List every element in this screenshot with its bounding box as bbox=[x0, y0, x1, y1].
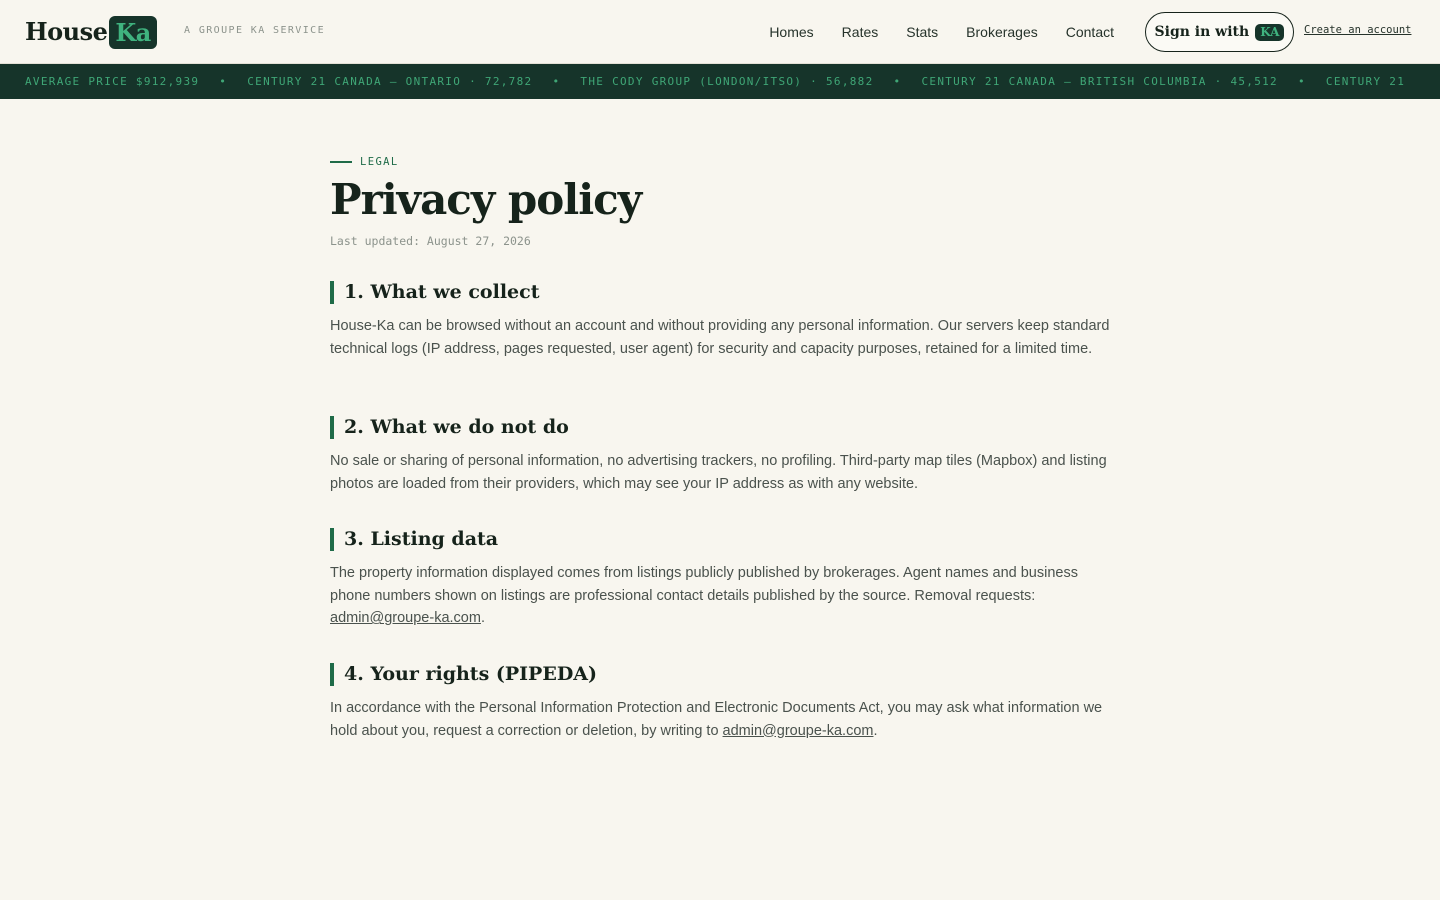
section-text: In accordance with the Personal Information Protection and Electronic Documents Act, you may ask what information we hold about you, request a correction or deletion, by writing to bbox=[330, 700, 1103, 739]
section-heading: 4. Your rights (PIPEDA) bbox=[330, 663, 1110, 686]
nav-stats[interactable]: Stats bbox=[906, 24, 939, 40]
email-link[interactable]: admin@groupe-ka.com bbox=[722, 722, 874, 739]
eyebrow-rule bbox=[330, 161, 352, 163]
main-nav bbox=[769, 0, 1114, 64]
page-title: Privacy policy bbox=[330, 175, 642, 224]
section-eyebrow bbox=[330, 156, 399, 168]
sign-in-button[interactable] bbox=[1145, 12, 1294, 52]
ticker-item: CENTURY 21 CANADA — ONTARIO · 72,782 bbox=[247, 75, 533, 88]
ticker-separator: • bbox=[552, 75, 561, 88]
create-account-link[interactable]: Create an account bbox=[1304, 24, 1412, 36]
ticker-item: CENTURY 21 bbox=[1325, 75, 1406, 88]
last-updated: Last updated: August 27, 2026 bbox=[330, 234, 531, 248]
section-what-we-do-not-do bbox=[330, 416, 1110, 495]
section-text: House-Ka can be browsed without an account and without providing any personal information. Our servers keep standard technical logs (IP address, pages requested, user agent) for security and capacity purposes, retained for a limited time. bbox=[330, 318, 1110, 357]
ticker-separator: • bbox=[1297, 75, 1306, 88]
nav-homes[interactable]: Homes bbox=[769, 24, 814, 40]
section-body bbox=[330, 315, 1110, 360]
site-header bbox=[0, 0, 1440, 64]
section-body bbox=[330, 450, 1110, 495]
stats-ticker bbox=[0, 64, 1440, 99]
logo-badge: Ka bbox=[109, 16, 156, 49]
ticker-separator: • bbox=[219, 75, 228, 88]
section-what-we-collect bbox=[330, 281, 1110, 360]
ticker-item: CENTURY 21 CANADA — BRITISH COLUMBIA · 45,512 bbox=[921, 75, 1278, 88]
section-body bbox=[330, 697, 1110, 742]
section-your-rights bbox=[330, 663, 1110, 742]
section-listing-data bbox=[330, 528, 1110, 630]
section-suffix: . bbox=[873, 722, 878, 739]
sign-in-badge: KA bbox=[1255, 24, 1284, 41]
email-link[interactable]: admin@groupe-ka.com bbox=[330, 610, 481, 627]
section-text: The property information displayed comes from listings publicly published by brokerages. Agent names and business phone numbers shown on listings are professional contact details published by the source. Removal requests: bbox=[330, 565, 1078, 604]
ticker-track bbox=[0, 64, 1405, 99]
sign-in-label: Sign in with bbox=[1154, 24, 1250, 40]
site-logo[interactable] bbox=[25, 14, 157, 50]
section-heading: 1. What we collect bbox=[330, 281, 1110, 304]
section-text: No sale or sharing of personal information, no advertising trackers, no profiling. Third-party map tiles (Mapbox) and listing photos are loaded from their providers, which may see your IP address as with any website. bbox=[330, 453, 1107, 492]
nav-brokerages[interactable]: Brokerages bbox=[966, 24, 1038, 40]
ticker-item: AVERAGE PRICE $912,939 bbox=[25, 75, 200, 88]
site-tagline: A GROUPE KA SERVICE bbox=[184, 25, 325, 36]
section-suffix: . bbox=[480, 610, 485, 627]
eyebrow-label: LEGAL bbox=[360, 156, 399, 168]
nav-rates[interactable]: Rates bbox=[841, 24, 879, 40]
section-heading: 2. What we do not do bbox=[330, 416, 1110, 439]
nav-contact[interactable]: Contact bbox=[1065, 24, 1114, 40]
ticker-item: THE CODY GROUP (LONDON/ITSO) · 56,882 bbox=[580, 75, 874, 88]
logo-word: House bbox=[25, 17, 108, 46]
section-body bbox=[330, 562, 1110, 630]
ticker-separator: • bbox=[893, 75, 902, 88]
section-heading: 3. Listing data bbox=[330, 528, 1110, 551]
